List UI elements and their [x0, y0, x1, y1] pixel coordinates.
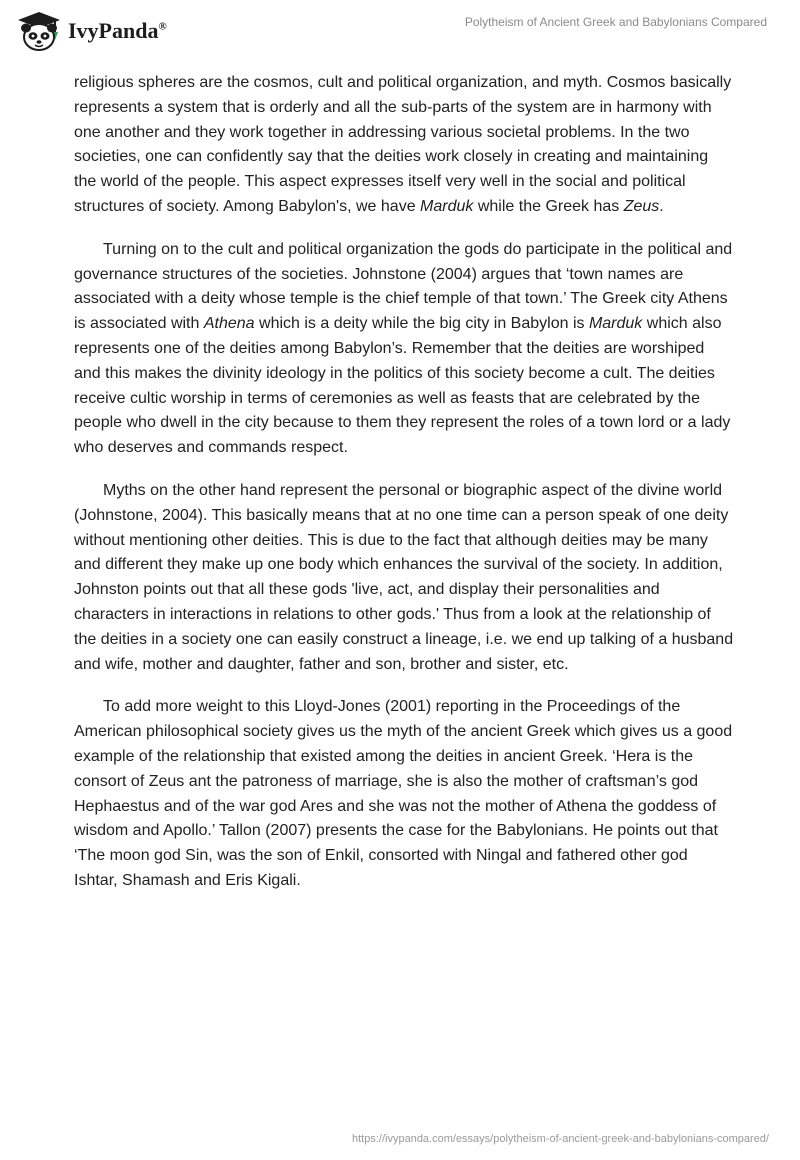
italic-term: Athena — [203, 315, 255, 333]
text-run: while the Greek has — [473, 197, 624, 215]
text-run: Turning on to the cult and political organization the gods do participate in the political and governance structures of the societies. Johnstone (2004) argues that ‘town names are associated with a deity whose temple is the chief temple of that town.’ The Greek city Athens is associated with — [74, 240, 733, 333]
logo[interactable] — [14, 10, 167, 52]
page-header — [0, 0, 800, 64]
text-run: religious spheres are the cosmos, cult and political organization, and myth. Cosmos basically represents a system that is orderly and all the sub-parts of the system are in harmony with one another and they work together in addressing various societal problems. In the two societies, one can confidently say that the deities work closely in creating and maintaining the world of the people. This aspect expresses itself very well in the social and political structures of society. Among Babylon's, we have — [74, 74, 732, 215]
logo-text: IvyPanda® — [68, 18, 167, 43]
italic-term: Marduk — [588, 315, 643, 333]
text-run: which is a deity while the big city in Babylon is — [254, 315, 589, 333]
italic-term: Zeus — [623, 197, 660, 215]
paragraph-2 — [74, 238, 734, 461]
source-url[interactable]: https://ivypanda.com/essays/polytheism-of-ancient-greek-and-babylonians-compared/ — [352, 1133, 769, 1145]
text-run: To add more weight to this Lloyd-Jones (2001) reporting in the Proceedings of the American philosophical society gives us the myth of the ancient Greek which gives us a good example of the relationship that existed among the deities in ancient Greek. ‘Hera is the consort of Zeus ant the patroness of marriage, she is also the mother of craftsman’s god Hephaestus and of the war god Ares and she was not the mother of Athena the goddess of wisdom and Apollo.’ Tallon (2007) presents the case for the Babylonians. He points out that ‘The moon god Sin, was the son of Enkil, consorted with Ningal and fathered other god Ishtar, Shamash and Eris Kigali. — [74, 698, 733, 889]
text-run: . — [659, 197, 664, 215]
text-run: which also represents one of the deities among Babylon’s. Remember that the deities are worshiped and this makes the divinity ideology in the politics of this society become a cult. The deities receive cultic worship in terms of ceremonies as well as feasts that are celebrated by the people who dwell in the city because to them they represent the roles of a town lord or a lady who deserves and commands respect. — [74, 315, 731, 457]
essay-body — [74, 71, 734, 912]
text-run: Myths on the other hand represent the personal or biographic aspect of the divine world (Johnstone, 2004). This basically means that at no one time can a person speak of one deity without mentioning other deities. This is due to the fact that although deities may be many and different they make up one body which enhances the survival of the society. In addition, Johnston points out that all these gods 'live, act, and display their personalities and characters in interactions in relations to other gods.' Thus from a look at the relationship of the deities in a society one can easily construct a lineage, i.e. we end up talking of a husband and wife, mother and daughter, father and son, brother and sister, etc. — [74, 481, 734, 673]
document-title: Polytheism of Ancient Greek and Babylonians Compared — [464, 15, 767, 29]
paragraph-1 — [74, 71, 734, 220]
italic-term: Marduk — [420, 197, 474, 215]
paragraph-4 — [74, 695, 734, 893]
panda-logo-icon — [14, 10, 64, 52]
paragraph-3 — [74, 479, 734, 677]
